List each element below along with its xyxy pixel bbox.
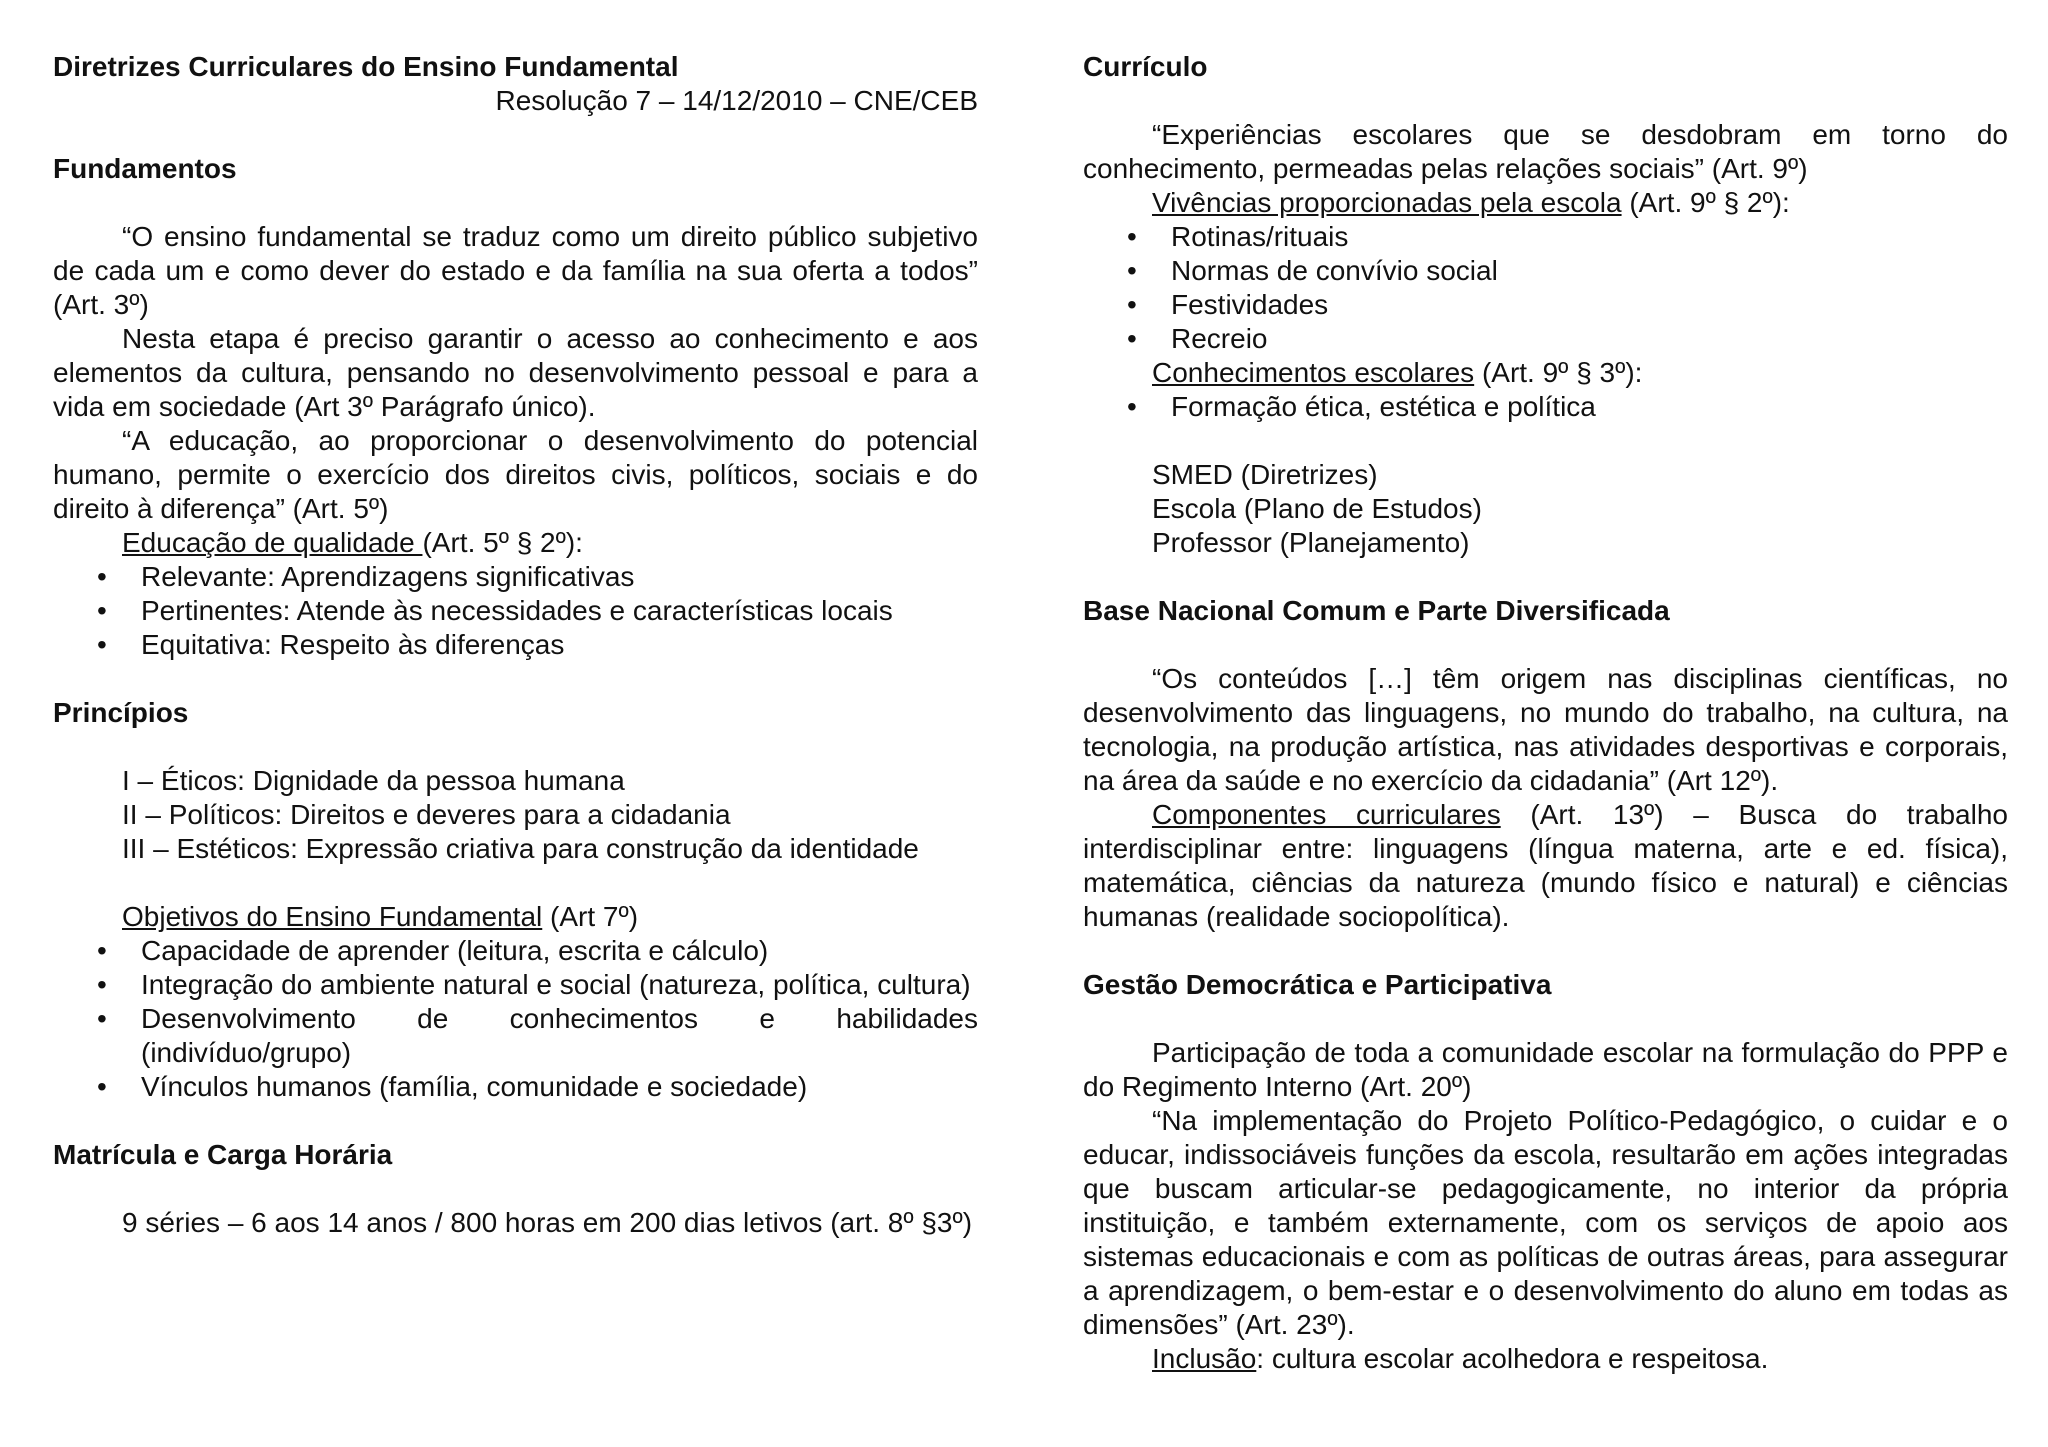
list-item: • Vínculos humanos (família, comunidade e sociedade) [53, 1070, 978, 1104]
conhecimentos-line [1083, 356, 2008, 390]
componentes-paragraph [1083, 798, 2008, 934]
section-heading-fundamentos: Fundamentos [53, 153, 237, 184]
section-heading-gestao: Gestão Democrática e Participativa [1083, 969, 1552, 1000]
section-heading-base-nacional: Base Nacional Comum e Parte Diversificada [1083, 595, 1670, 626]
vivencias-list [1083, 220, 2008, 356]
quality-ref: (Art. 5º § 2º): [422, 527, 583, 558]
paragraph: Participação de toda a comunidade escolar na formulação do PPP e do Regimento Interno (Art. 20º) [1083, 1037, 2008, 1102]
section-heading-curriculo: Currículo [1083, 51, 1208, 82]
inclusao-text: : cultura escolar acolhedora e respeitosa. [1256, 1343, 1769, 1374]
section-heading-matricula: Matrícula e Carga Horária [53, 1139, 393, 1170]
list-item: • Integração do ambiente natural e social (natureza, política, cultura) [53, 968, 978, 1002]
principle-item: II – Políticos: Direitos e deveres para a cidadania [122, 799, 731, 830]
componentes-label: Componentes curriculares [1152, 799, 1501, 830]
paragraph: “A educação, ao proporcionar o desenvolvimento do potencial humano, permite o exercício dos direitos civis, políticos, sociais e do direito à diferença” (Art. 5º) [53, 425, 978, 524]
componentes-text: (Art. 13º) – Busca do trabalho interdisciplinar entre: linguagens (língua materna, arte e ed. física), matemática, ciências da natureza (mundo físico e natural) e ciências humanas (realidade sociopolítica). [1083, 799, 2008, 932]
paragraph: “Experiências escolares que se desdobram em torno do conhecimento, permeadas pelas relações sociais” (Art. 9º) [1083, 119, 2008, 184]
list-item: • Pertinentes: Atende às necessidades e características locais [53, 594, 978, 628]
list-item: • Desenvolvimento de conhecimentos e habilidades (indivíduo/grupo) [53, 1002, 978, 1070]
level-item: Professor (Planejamento) [1152, 527, 1470, 558]
conhecimentos-label: Conhecimentos escolares [1152, 357, 1475, 388]
principle-item: I – Éticos: Dignidade da pessoa humana [122, 765, 625, 796]
paragraph: “Os conteúdos […] têm origem nas disciplinas científicas, no desenvolvimento das linguagens, no mundo do trabalho, na cultura, na tecnologia, na produção artística, nas atividades desportivas e corporais, na área da saúde e no exercício da cidadania” (Art 12º). [1083, 663, 2008, 796]
document-title: Diretrizes Curriculares do Ensino Fundamental [53, 51, 679, 82]
list-item: • Recreio [1083, 322, 2008, 356]
paragraph: 9 séries – 6 aos 14 anos / 800 horas em 200 dias letivos (art. 8º §3º) [122, 1207, 973, 1238]
paragraph: “O ensino fundamental se traduz como um direito público subjetivo de cada um e como dever do estado e da família na sua oferta a todos” (Art. 3º) [53, 221, 978, 320]
conhecimentos-list [1083, 390, 2008, 424]
vivencias-line [1083, 186, 2008, 220]
list-item: • Rotinas/rituais [1083, 220, 2008, 254]
level-item: SMED (Diretrizes) [1152, 459, 1378, 490]
right-column [1083, 50, 2008, 1376]
level-item: Escola (Plano de Estudos) [1152, 493, 1482, 524]
list-item: • Capacidade de aprender (leitura, escrita e cálculo) [53, 934, 978, 968]
quality-label: Educação de qualidade [122, 527, 423, 558]
section-heading-principios: Princípios [53, 697, 189, 728]
list-item: • Relevante: Aprendizagens significativas [53, 560, 978, 594]
inclusao-line [1083, 1342, 2008, 1376]
principle-item: III – Estéticos: Expressão criativa para construção da identidade [122, 833, 919, 864]
paragraph: Nesta etapa é preciso garantir o acesso ao conhecimento e aos elementos da cultura, pensando no desenvolvimento pessoal e para a vida em sociedade (Art 3º Parágrafo único). [53, 323, 978, 422]
quality-list [53, 560, 978, 662]
list-item: • Festividades [1083, 288, 2008, 322]
objetivos-ref: (Art 7º) [542, 901, 639, 932]
vivencias-ref: (Art. 9º § 2º): [1621, 187, 1790, 218]
quality-line [53, 526, 978, 560]
left-column [53, 50, 978, 1240]
vivencias-label: Vivências proporcionadas pela escola [1152, 187, 1622, 218]
list-item: • Formação ética, estética e política [1083, 390, 2008, 424]
paragraph: “Na implementação do Projeto Político-Pedagógico, o cuidar e o educar, indissociáveis funções da escola, resultarão em ações integradas que buscam articular-se pedagogicamente, no interior da própria instituição, e também externamente, com os serviços de apoio aos sistemas educacionais e com as políticas de outras áreas, para assegurar a aprendizagem, o bem-estar e o desenvolvimento do aluno em todas as dimensões” (Art. 23º). [1083, 1105, 2008, 1340]
list-item: • Equitativa: Respeito às diferenças [53, 628, 978, 662]
conhecimentos-ref: (Art. 9º § 3º): [1474, 357, 1643, 388]
objetivos-label: Objetivos do Ensino Fundamental [122, 901, 543, 932]
objetivos-list [53, 934, 978, 1104]
list-item: • Normas de convívio social [1083, 254, 2008, 288]
inclusao-label: Inclusão [1152, 1343, 1257, 1374]
objetivos-line [53, 900, 978, 934]
document-subtitle: Resolução 7 – 14/12/2010 – CNE/CEB [495, 85, 978, 116]
